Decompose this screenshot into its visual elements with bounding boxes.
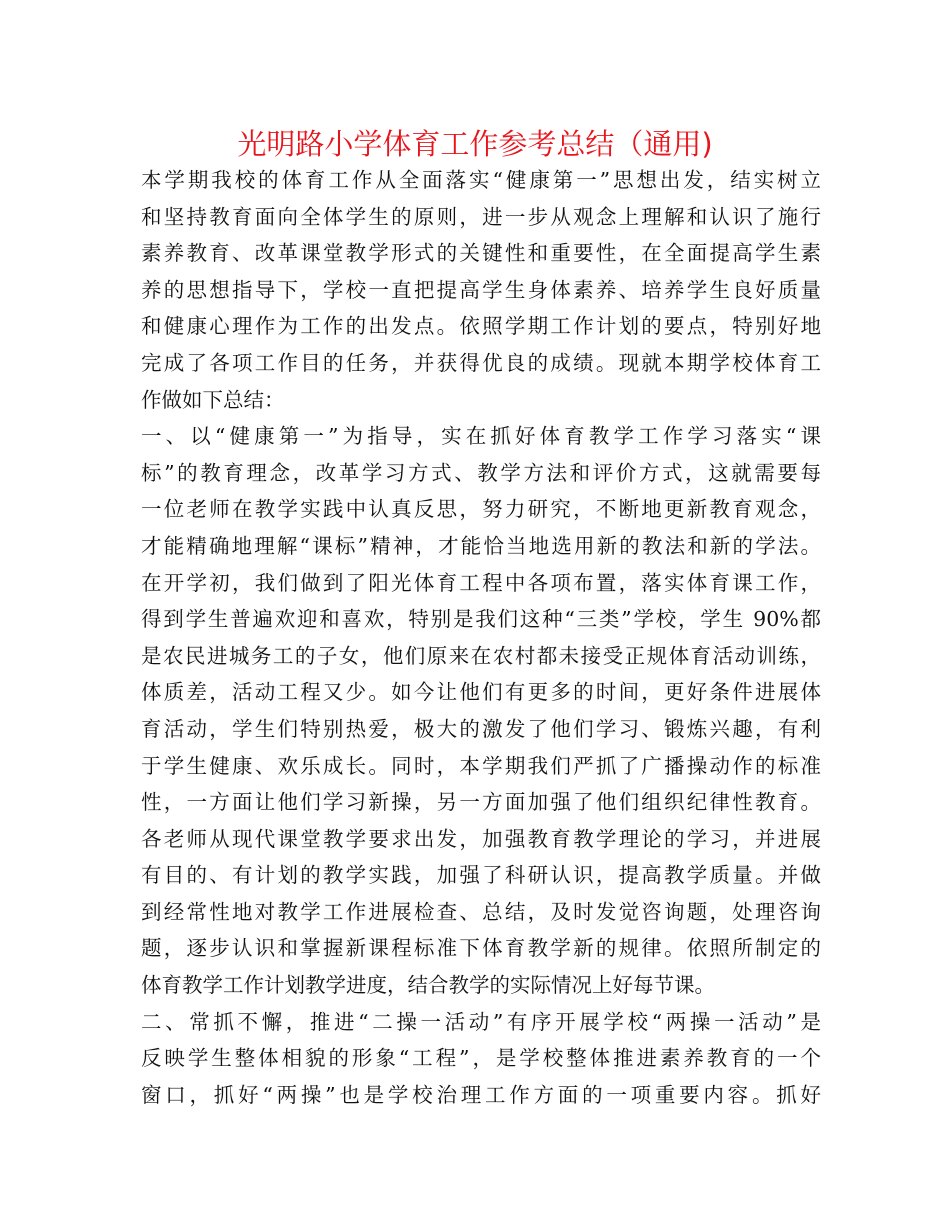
- body-line: 素养教育、改革课堂教学形式的关键性和重要性，在全面提高学生素: [141, 241, 821, 266]
- body-line: 和坚持教育面向全体学生的原则，进一步从观念上理解和认识了施行: [141, 204, 821, 229]
- body-line: 体质差，活动工程又少。如今让他们有更多的时间，更好条件进展体: [141, 680, 821, 705]
- body-line: 窗口，抓好“两操”也是学校治理工作方面的一项重要内容。抓好: [141, 1082, 821, 1107]
- body-line: 各老师从现代课堂教学要求出发，加强教育教学理论的学习，并进展: [141, 826, 821, 851]
- body-line: 到经常性地对教学工作进展检查、总结，及时发觉咨询题，处理咨询: [141, 899, 821, 924]
- body-line: 题，逐步认识和掌握新课程标准下体育教学新的规律。依照所制定的: [141, 936, 821, 961]
- body-line: 得到学生普遍欢迎和喜欢，特别是我们这种“三类”学校，学生 90%都: [141, 607, 821, 632]
- body-line: 体育教学工作计划教学进度，结合教学的实际情况上好每节课。: [141, 973, 715, 998]
- document-body: [141, 162, 821, 1113]
- body-line: 在开学初，我们做到了阳光体育工程中各项布置，落实体育课工作，: [141, 570, 821, 595]
- body-line: 育活动，学生们特别热爱，极大的激发了他们学习、锻炼兴趣，有利: [141, 716, 821, 741]
- body-line: 反映学生整体相貌的形象“工程”，是学校整体推进素养教育的一个: [141, 1046, 821, 1071]
- body-line: 标”的教育理念，改革学习方式、教学方法和评价方式，这就需要每: [141, 460, 821, 485]
- body-line: 有目的、有计划的教学实践，加强了科研认识，提高教学质量。并做: [141, 863, 821, 888]
- body-line: 养的思想指导下，学校一直把提高学生身体素养、培养学生良好质量: [141, 277, 821, 302]
- body-line: 一位老师在教学实践中认真反思，努力研究，不断地更新教育观念，: [141, 497, 821, 522]
- body-line: 完成了各项工作目的任务，并获得优良的成绩。现就本期学校体育工: [141, 350, 821, 375]
- body-line: 才能精确地理解“课标”精神，才能恰当地选用新的教法和新的学法。: [141, 533, 821, 558]
- body-line: 和健康心理作为工作的出发点。依照学期工作计划的要点，特别好地: [141, 314, 821, 339]
- body-line: 性，一方面让他们学习新操，另一方面加强了他们组织纪律性教育。: [141, 790, 821, 815]
- body-line: 作做如下总结：: [141, 387, 285, 412]
- body-line: 一、以“健康第一”为指导，实在抓好体育教学工作学习落实“课: [141, 424, 821, 449]
- body-line: 二、常抓不懈，推进“二操一活动”有序开展学校“两操一活动”是: [141, 1009, 821, 1034]
- body-line: 本学期我校的体育工作从全面落实“健康第一”思想出发，结实树立: [141, 168, 821, 192]
- body-line: 于学生健康、欢乐成长。同时，本学期我们严抓了广播操动作的标准: [141, 753, 821, 778]
- body-line: 是农民进城务工的子女，他们原来在农村都未接受正规体育活动训练，: [141, 643, 821, 668]
- document-title: 光明路小学体育工作参考总结（通用): [237, 127, 713, 161]
